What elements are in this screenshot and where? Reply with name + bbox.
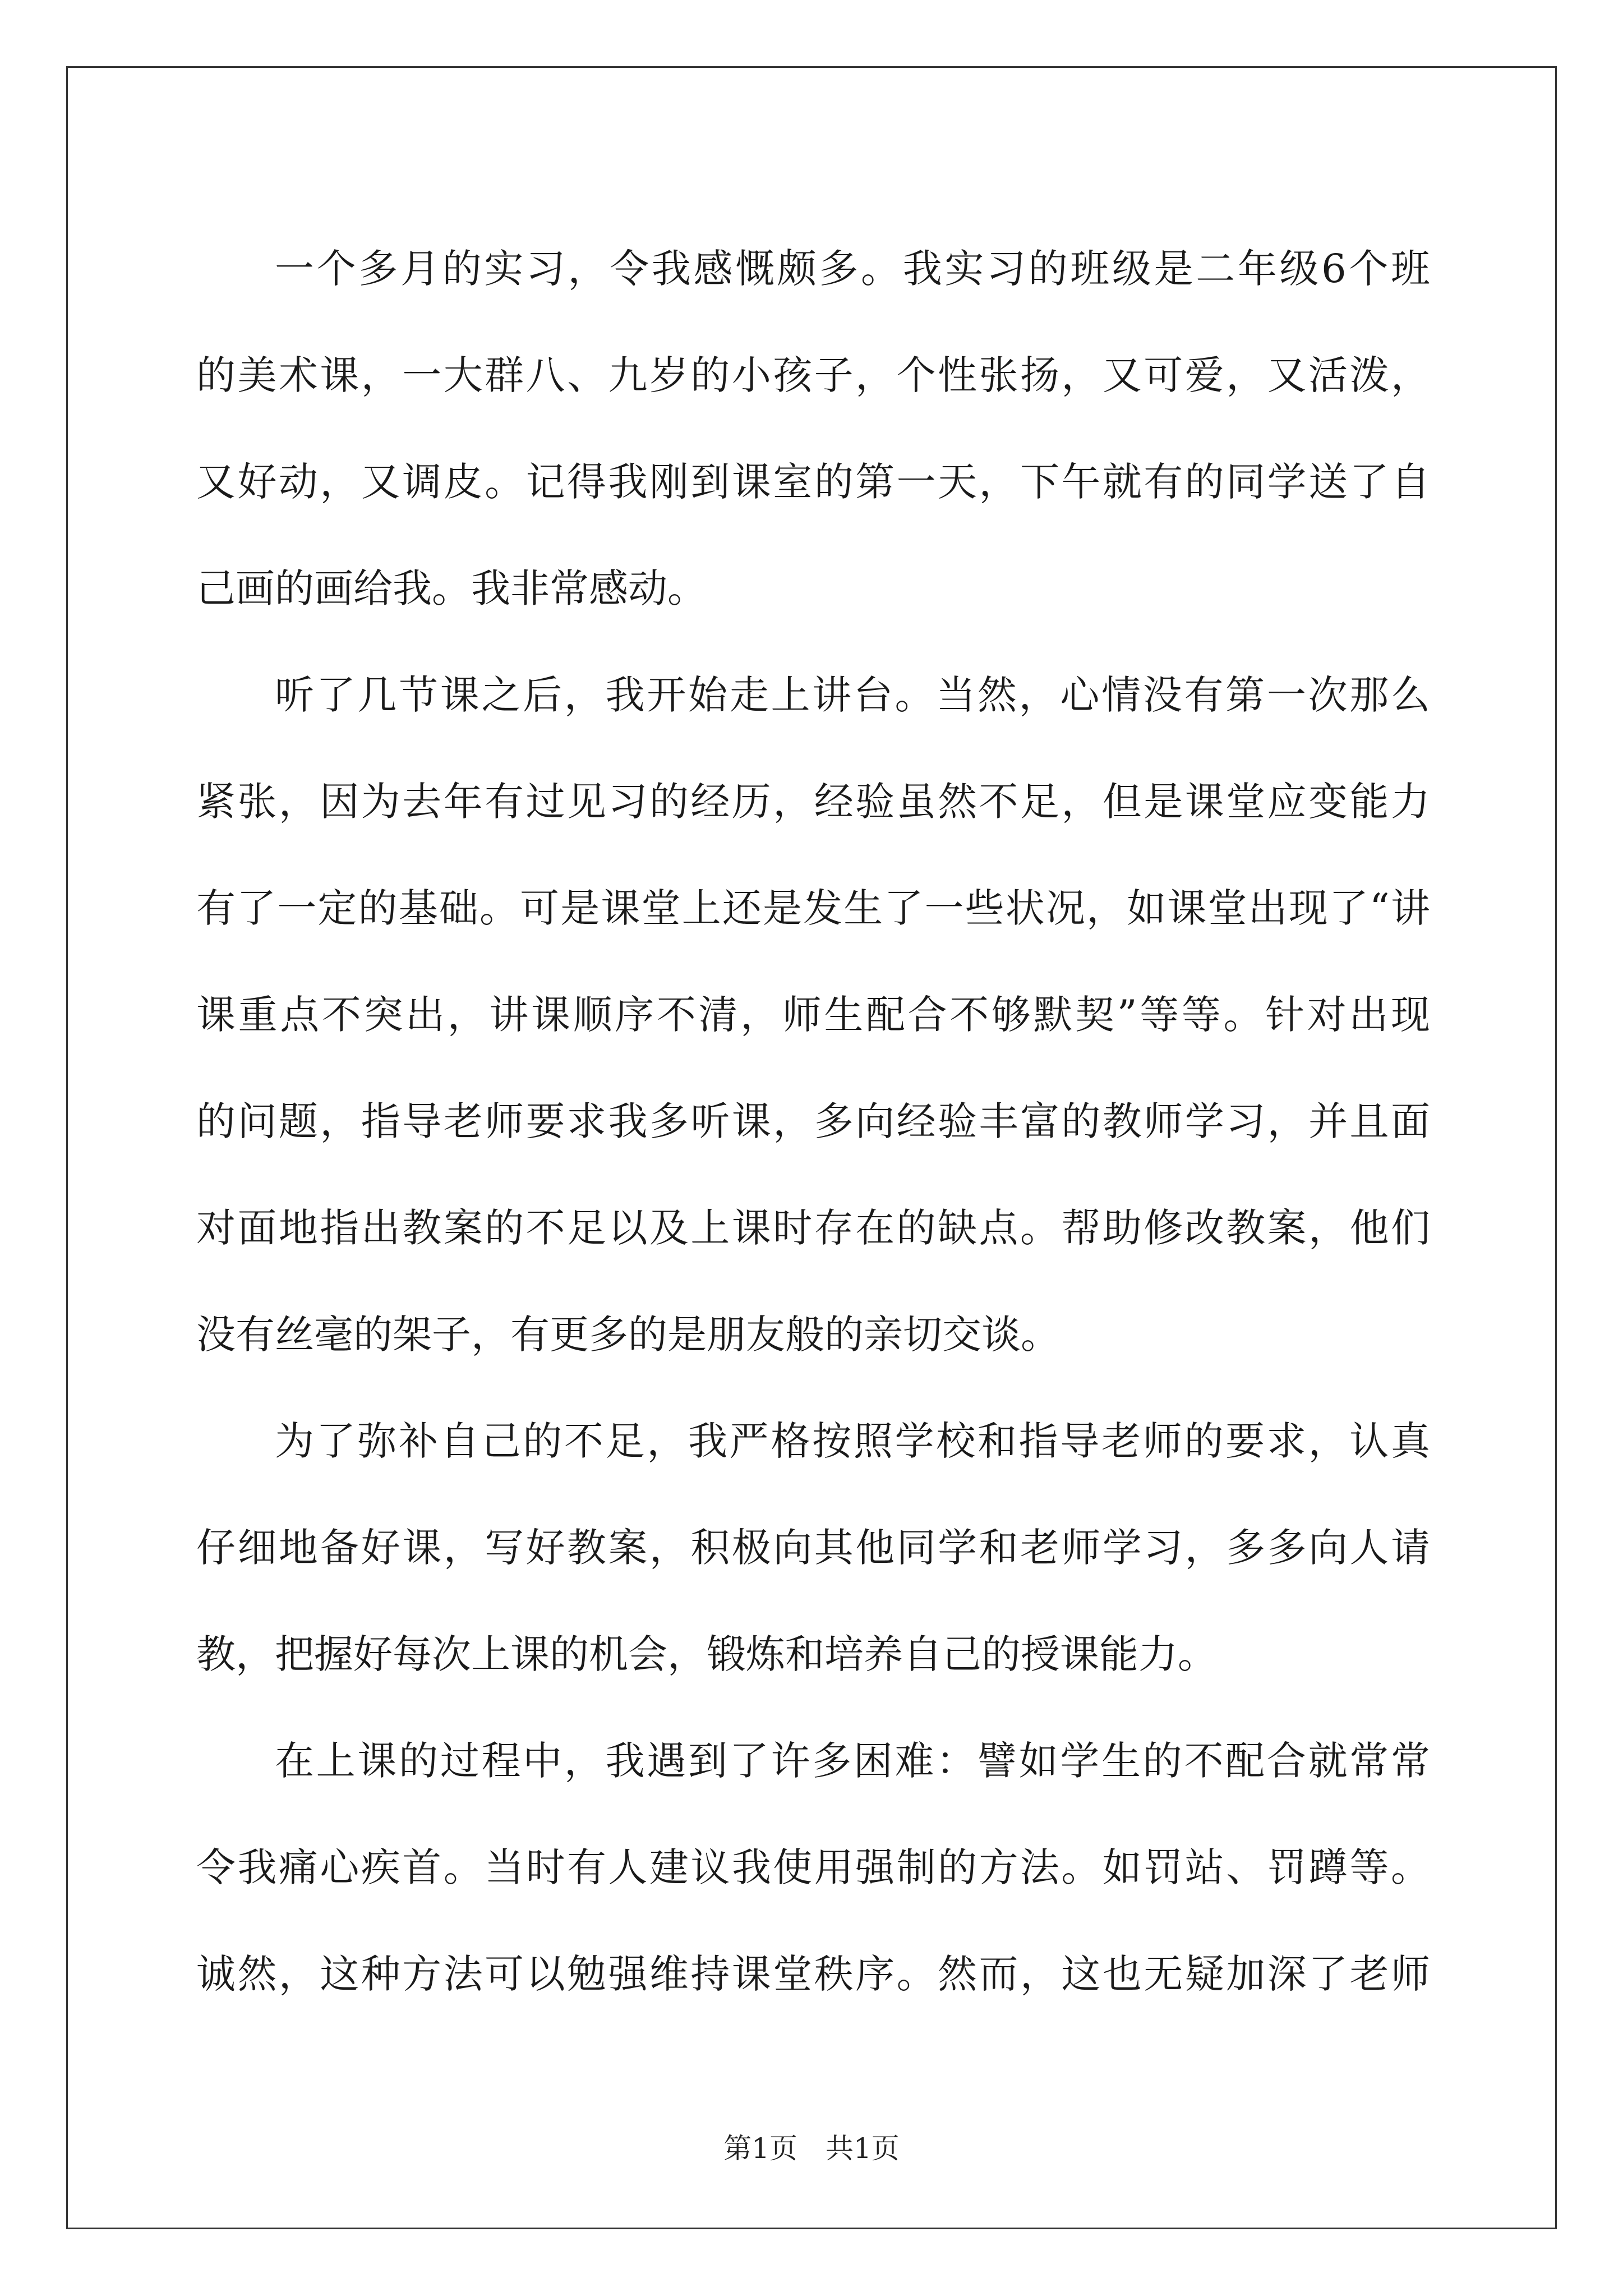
text-line: 对面地指出教案的不足以及上课时存在的缺点。帮助修改教案，他们: [196, 1205, 1430, 1251]
text-line: 诚然，这种方法可以勉强维持课堂秩序。然而，这也无疑加深了老师: [196, 1951, 1430, 1997]
text-line: 在上课的过程中，我遇到了许多困难：譬如学生的不配合就常常: [275, 1738, 1430, 1784]
text-line: 紧张，因为去年有过见习的经历，经验虽然不足，但是课堂应变能力: [196, 779, 1430, 825]
text-line: 课重点不突出，讲课顺序不清，师生配合不够默契”等等。针对出现: [196, 992, 1430, 1038]
text-line: 仔细地备好课，写好教案，积极向其他同学和老师学习，多多向人请: [196, 1525, 1430, 1571]
text-line: 听了几节课之后，我开始走上讲台。当然，心情没有第一次那么: [275, 672, 1430, 718]
text-line: 的问题，指导老师要求我多听课，多向经验丰富的教师学习，并且面: [196, 1098, 1430, 1144]
text-line: 的美术课，一大群八、九岁的小孩子，个性张扬，又可爱，又活泼，: [196, 352, 1430, 398]
text-line: 有了一定的基础。可是课堂上还是发生了一些状况，如课堂出现了“讲: [196, 885, 1430, 931]
text-line: 教，把握好每次上课的机会，锻炼和培养自己的授课能力。: [196, 1631, 1217, 1677]
document-body: [196, 215, 1430, 2027]
page-number: 第1页: [723, 2132, 797, 2165]
page-footer: [0, 2132, 1623, 2165]
text-line: 令我痛心疾首。当时有人建议我使用强制的方法。如罚站、罚蹲等。: [196, 1844, 1430, 1890]
text-line: 又好动，又调皮。记得我刚到课室的第一天，下午就有的同学送了自: [196, 459, 1430, 505]
page-total: 共1页: [826, 2132, 900, 2165]
text-line: 没有丝毫的架子，有更多的是朋友般的亲切交谈。: [196, 1312, 1060, 1358]
text-line: 己画的画给我。我非常感动。: [196, 565, 707, 611]
text-line: 为了弥补自己的不足，我严格按照学校和指导老师的要求，认真: [275, 1418, 1430, 1464]
text-line: 一个多月的实习，令我感慨颇多。我实习的班级是二年级6个班: [275, 246, 1430, 292]
